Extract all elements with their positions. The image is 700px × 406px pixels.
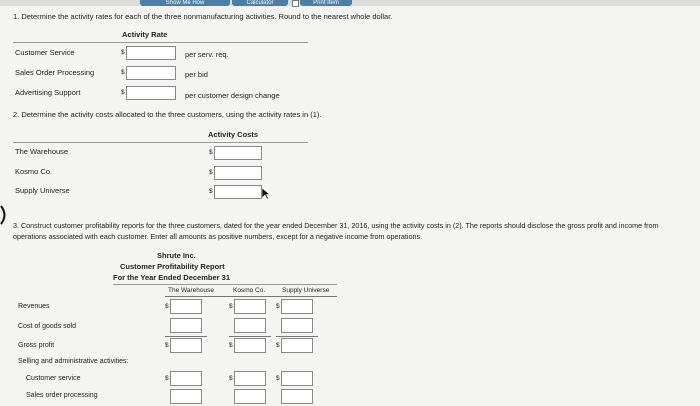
q2-instruction: 2. Determine the activity costs allocated to the three customers, using the activity rates in (1). bbox=[13, 110, 322, 119]
row-label: Revenues bbox=[18, 303, 50, 310]
unit-label: per bid bbox=[185, 70, 208, 79]
kosmo-gross-profit-input[interactable] bbox=[234, 338, 266, 353]
divider bbox=[113, 284, 337, 285]
warehouse-gross-profit-input[interactable] bbox=[170, 338, 202, 353]
supply-cogs-input[interactable] bbox=[281, 318, 313, 333]
row-label: Customer Service bbox=[15, 48, 75, 57]
mouse-cursor-icon bbox=[262, 188, 271, 200]
dollar-sign: $ bbox=[229, 303, 233, 310]
dollar-sign: $ bbox=[121, 49, 125, 56]
dollar-sign: $ bbox=[209, 188, 213, 195]
q3-instruction: 3. Construct customer profitability reports for the three customers, dated for the year ended December 31, 2016, using the activity costs in (2). The reports should disclose the gross profit and income from operations associated with each customer. Enter all amounts as positive numbers, except for a negative income from operations. bbox=[13, 221, 659, 241]
unit-label: per customer design change bbox=[185, 91, 280, 100]
supply-customer-service-input[interactable] bbox=[281, 371, 313, 386]
sales-order-rate-input[interactable] bbox=[126, 66, 176, 80]
warehouse-sales-order-input[interactable] bbox=[170, 389, 202, 404]
column-header: The Warehouse bbox=[168, 287, 215, 294]
dollar-sign: $ bbox=[229, 342, 233, 349]
expand-arrow-icon[interactable] bbox=[0, 204, 10, 226]
supply-revenues-input[interactable] bbox=[281, 299, 313, 314]
report-title: Customer Profitability Report bbox=[120, 262, 225, 271]
divider bbox=[229, 336, 271, 337]
kosmo-cost-input[interactable] bbox=[214, 166, 262, 180]
dollar-sign: $ bbox=[276, 303, 280, 310]
warehouse-cost-input[interactable] bbox=[214, 146, 262, 160]
kosmo-cogs-input[interactable] bbox=[234, 318, 266, 333]
row-label: Selling and administrative activities: bbox=[18, 358, 129, 365]
row-label: Customer service bbox=[26, 375, 81, 382]
divider bbox=[13, 42, 308, 43]
warehouse-revenues-input[interactable] bbox=[170, 299, 202, 314]
dollar-sign: $ bbox=[209, 169, 213, 176]
print-icon[interactable] bbox=[292, 0, 299, 7]
kosmo-sales-order-input[interactable] bbox=[234, 389, 266, 404]
activity-costs-header: Activity Costs bbox=[208, 130, 259, 139]
dollar-sign: $ bbox=[165, 375, 169, 382]
supply-gross-profit-input[interactable] bbox=[281, 338, 313, 353]
row-label: Sales Order Processing bbox=[15, 68, 95, 77]
divider bbox=[276, 336, 318, 337]
row-label: Gross profit bbox=[18, 342, 55, 349]
dollar-sign: $ bbox=[121, 69, 125, 76]
column-header: Supply Universe bbox=[282, 287, 330, 294]
company-name: Shrute Inc. bbox=[157, 251, 196, 260]
activity-rate-header: Activity Rate bbox=[122, 30, 168, 39]
row-label: Supply Universe bbox=[15, 186, 70, 195]
calculator-button[interactable]: Calculator bbox=[232, 0, 288, 6]
dollar-sign: $ bbox=[229, 375, 233, 382]
advertising-rate-input[interactable] bbox=[126, 86, 176, 100]
print-item-button[interactable]: Print Item bbox=[300, 0, 352, 6]
warehouse-customer-service-input[interactable] bbox=[170, 371, 202, 386]
row-label: Advertising Support bbox=[15, 88, 81, 97]
divider bbox=[165, 296, 337, 297]
divider bbox=[13, 142, 308, 143]
dollar-sign: $ bbox=[209, 149, 213, 156]
kosmo-revenues-input[interactable] bbox=[234, 299, 266, 314]
dollar-sign: $ bbox=[276, 375, 280, 382]
row-label: Cost of goods sold bbox=[18, 323, 76, 330]
unit-label: per serv. req. bbox=[185, 50, 229, 59]
report-period: For the Year Ended December 31 bbox=[113, 273, 230, 282]
show-me-how-button[interactable]: Show Me How bbox=[140, 0, 230, 6]
customer-service-rate-input[interactable] bbox=[126, 46, 176, 60]
dollar-sign: $ bbox=[165, 342, 169, 349]
supply-sales-order-input[interactable] bbox=[281, 389, 313, 404]
dollar-sign: $ bbox=[165, 303, 169, 310]
q1-instruction: 1. Determine the activity rates for each of the three nonmanufacturing activities. Round to the nearest whole dollar. bbox=[13, 12, 393, 21]
row-label: Kosmo Co. bbox=[15, 167, 53, 176]
dollar-sign: $ bbox=[276, 342, 280, 349]
column-header: Kosmo Co. bbox=[233, 287, 266, 294]
row-label: Sales order processing bbox=[26, 392, 98, 399]
row-label: The Warehouse bbox=[15, 147, 69, 156]
warehouse-cogs-input[interactable] bbox=[170, 318, 202, 333]
dollar-sign: $ bbox=[121, 89, 125, 96]
divider bbox=[165, 336, 207, 337]
supply-universe-cost-input[interactable] bbox=[214, 185, 262, 199]
kosmo-customer-service-input[interactable] bbox=[234, 371, 266, 386]
